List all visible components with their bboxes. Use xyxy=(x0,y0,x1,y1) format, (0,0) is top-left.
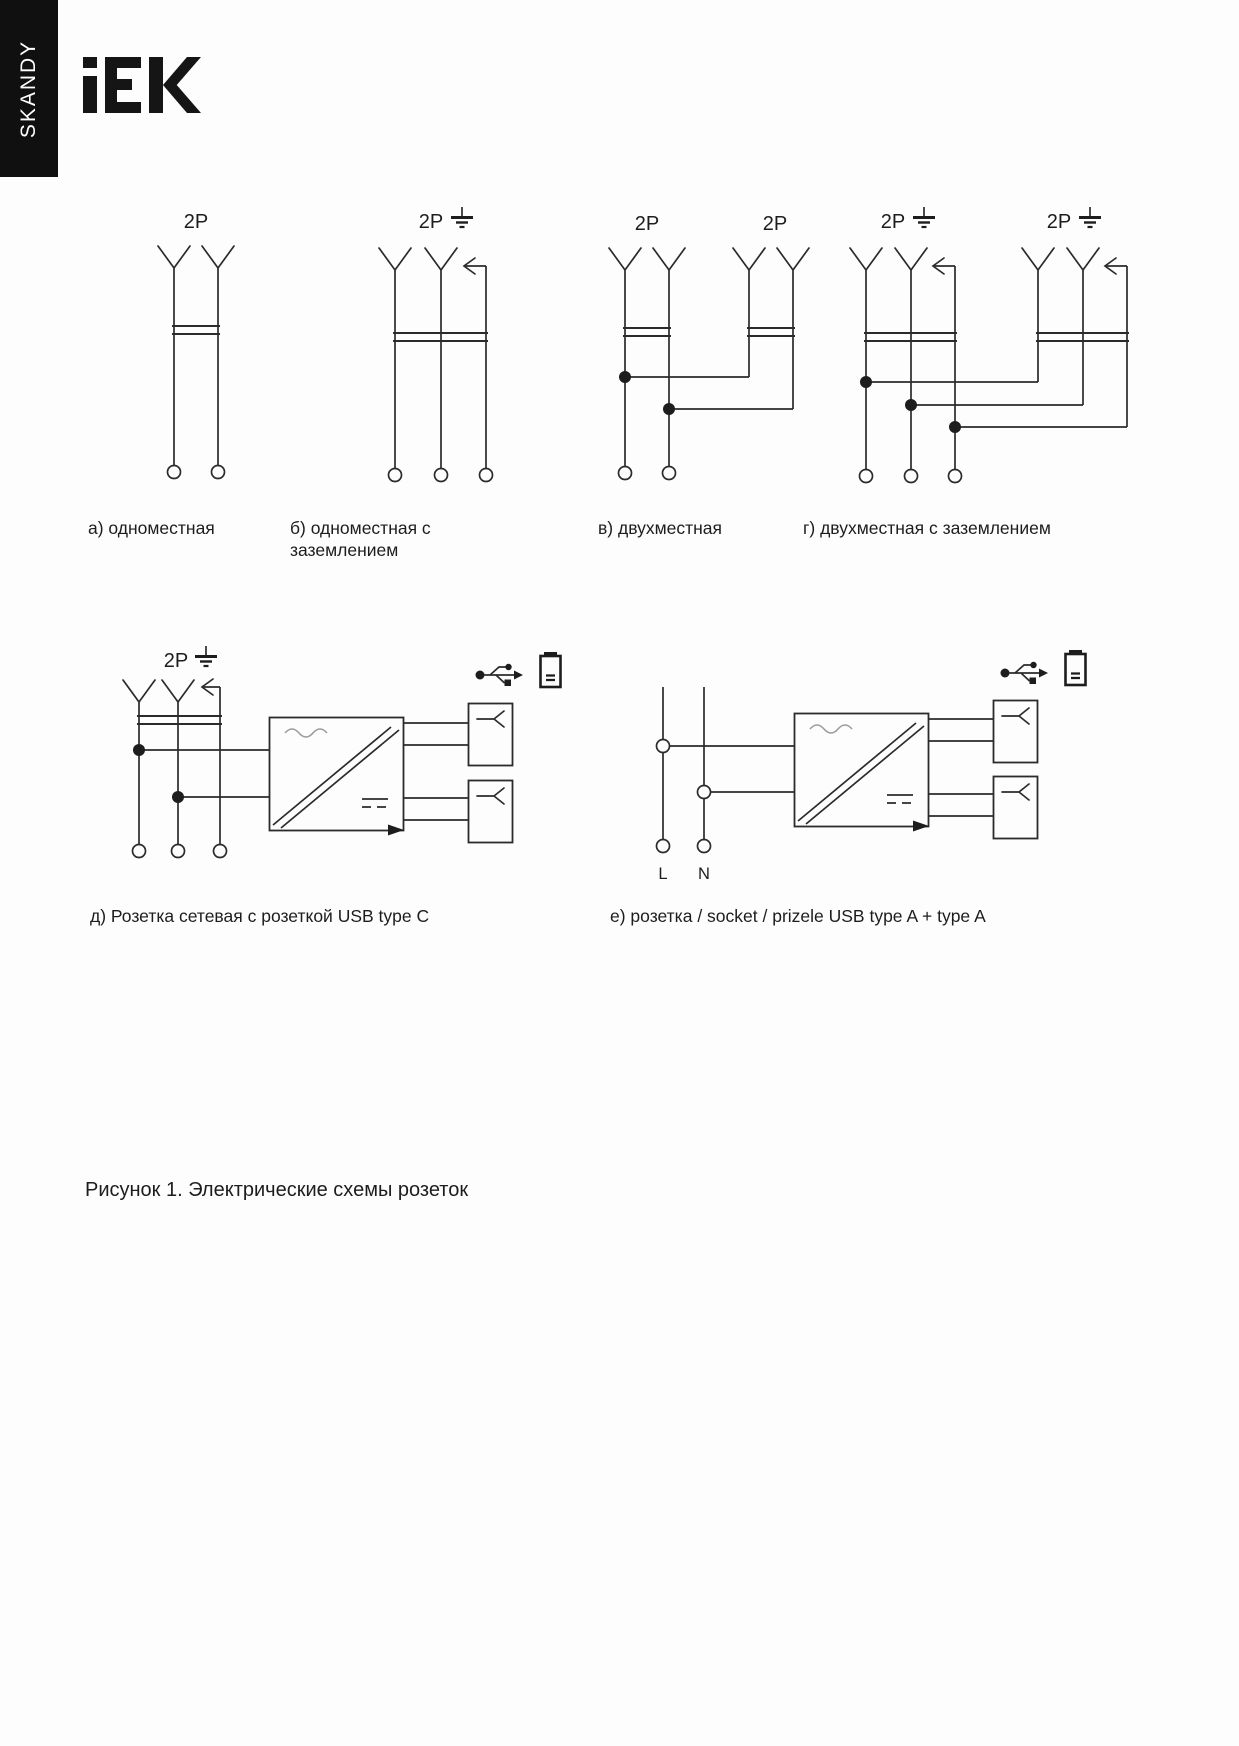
junction-dot xyxy=(619,371,631,383)
diagram-v-pole-label-2: 2P xyxy=(762,213,788,235)
diagram-a-single-socket xyxy=(88,211,234,538)
socket-contact-icon xyxy=(202,246,234,268)
socket-contact-icon xyxy=(158,246,190,268)
terminal-icon xyxy=(389,469,402,482)
usb-output-port xyxy=(994,701,1038,763)
diagram-b-caption-line2: заземлением xyxy=(290,540,399,560)
diagram-b-caption-line1: б) одноместная с xyxy=(290,518,431,538)
ac-dc-converter-icon xyxy=(795,714,930,832)
junction-dot xyxy=(949,421,961,433)
usb-icon xyxy=(1001,662,1049,684)
battery-icon xyxy=(1066,650,1086,685)
terminal-l-label: L xyxy=(658,865,668,883)
junction-dot xyxy=(172,791,184,803)
socket-contact-icon xyxy=(123,680,155,702)
brand-vertical-label: SKANDY xyxy=(17,39,40,138)
usb-output-port xyxy=(469,704,513,766)
terminal-icon xyxy=(435,469,448,482)
terminal-icon xyxy=(214,845,227,858)
terminal-icon xyxy=(949,470,962,483)
junction-dot xyxy=(133,744,145,756)
diagram-d-caption: д) Розетка сетевая с розеткой USB type C xyxy=(90,906,430,926)
terminal-icon xyxy=(698,840,711,853)
diagram-e-caption: е) розетка / socket / prizele USB type A + type A xyxy=(610,906,986,926)
diagram-g-pole-label-2: 2P xyxy=(1046,211,1072,233)
diagram-d-socket-usb-c xyxy=(90,646,561,926)
socket-contact-icon xyxy=(425,248,457,270)
junction-dot xyxy=(905,399,917,411)
terminal-n-label: N xyxy=(698,865,710,883)
terminal-icon xyxy=(657,840,670,853)
earth-ground-icon xyxy=(1079,207,1101,227)
diagram-g-caption: г) двухместная с заземлением xyxy=(803,518,1051,538)
earth-ground-icon xyxy=(913,207,935,227)
diagram-b-pole-label: 2P xyxy=(418,211,444,233)
usb-output-port xyxy=(994,777,1038,839)
diagram-d-pole-label: 2P xyxy=(163,650,189,672)
terminal-icon xyxy=(172,845,185,858)
junction-node xyxy=(657,740,670,753)
terminal-icon xyxy=(212,466,225,479)
junction-node xyxy=(698,786,711,799)
socket-contact-icon xyxy=(1067,248,1099,270)
diagram-a-pole-label: 2P xyxy=(183,211,209,233)
socket-contact-icon xyxy=(379,248,411,270)
socket-contact-icon xyxy=(1022,248,1054,270)
terminal-icon xyxy=(619,467,632,480)
usb-icon xyxy=(476,664,524,686)
ac-dc-converter-icon xyxy=(270,718,405,836)
diagram-v-pole-label-1: 2P xyxy=(634,213,660,235)
diagram-g-pole-label-1: 2P xyxy=(880,211,906,233)
earth-ground-icon xyxy=(451,207,473,227)
junction-dot xyxy=(860,376,872,388)
diagram-e-socket-usb-a xyxy=(610,650,1086,926)
diagram-b-single-socket-earthed xyxy=(290,207,493,560)
terminal-icon xyxy=(133,845,146,858)
terminal-icon xyxy=(860,470,873,483)
socket-contact-icon xyxy=(733,248,765,270)
socket-contact-icon xyxy=(609,248,641,270)
diagram-v-double-socket xyxy=(598,213,809,538)
diagram-a-caption: а) одноместная xyxy=(88,518,215,538)
junction-dot xyxy=(663,403,675,415)
terminal-icon xyxy=(663,467,676,480)
socket-contact-icon xyxy=(162,680,194,702)
diagram-v-caption: в) двухместная xyxy=(598,518,723,538)
figure-caption: Рисунок 1. Электрические схемы розеток xyxy=(85,1179,469,1201)
terminal-icon xyxy=(168,466,181,479)
terminal-icon xyxy=(905,470,918,483)
usb-output-port xyxy=(469,781,513,843)
diagram-g-double-socket-earthed xyxy=(803,207,1129,538)
terminal-icon xyxy=(480,469,493,482)
socket-contact-icon xyxy=(653,248,685,270)
socket-contact-icon xyxy=(777,248,809,270)
earth-ground-icon xyxy=(195,646,217,666)
socket-contact-icon xyxy=(850,248,882,270)
socket-contact-icon xyxy=(895,248,927,270)
battery-icon xyxy=(541,652,561,687)
